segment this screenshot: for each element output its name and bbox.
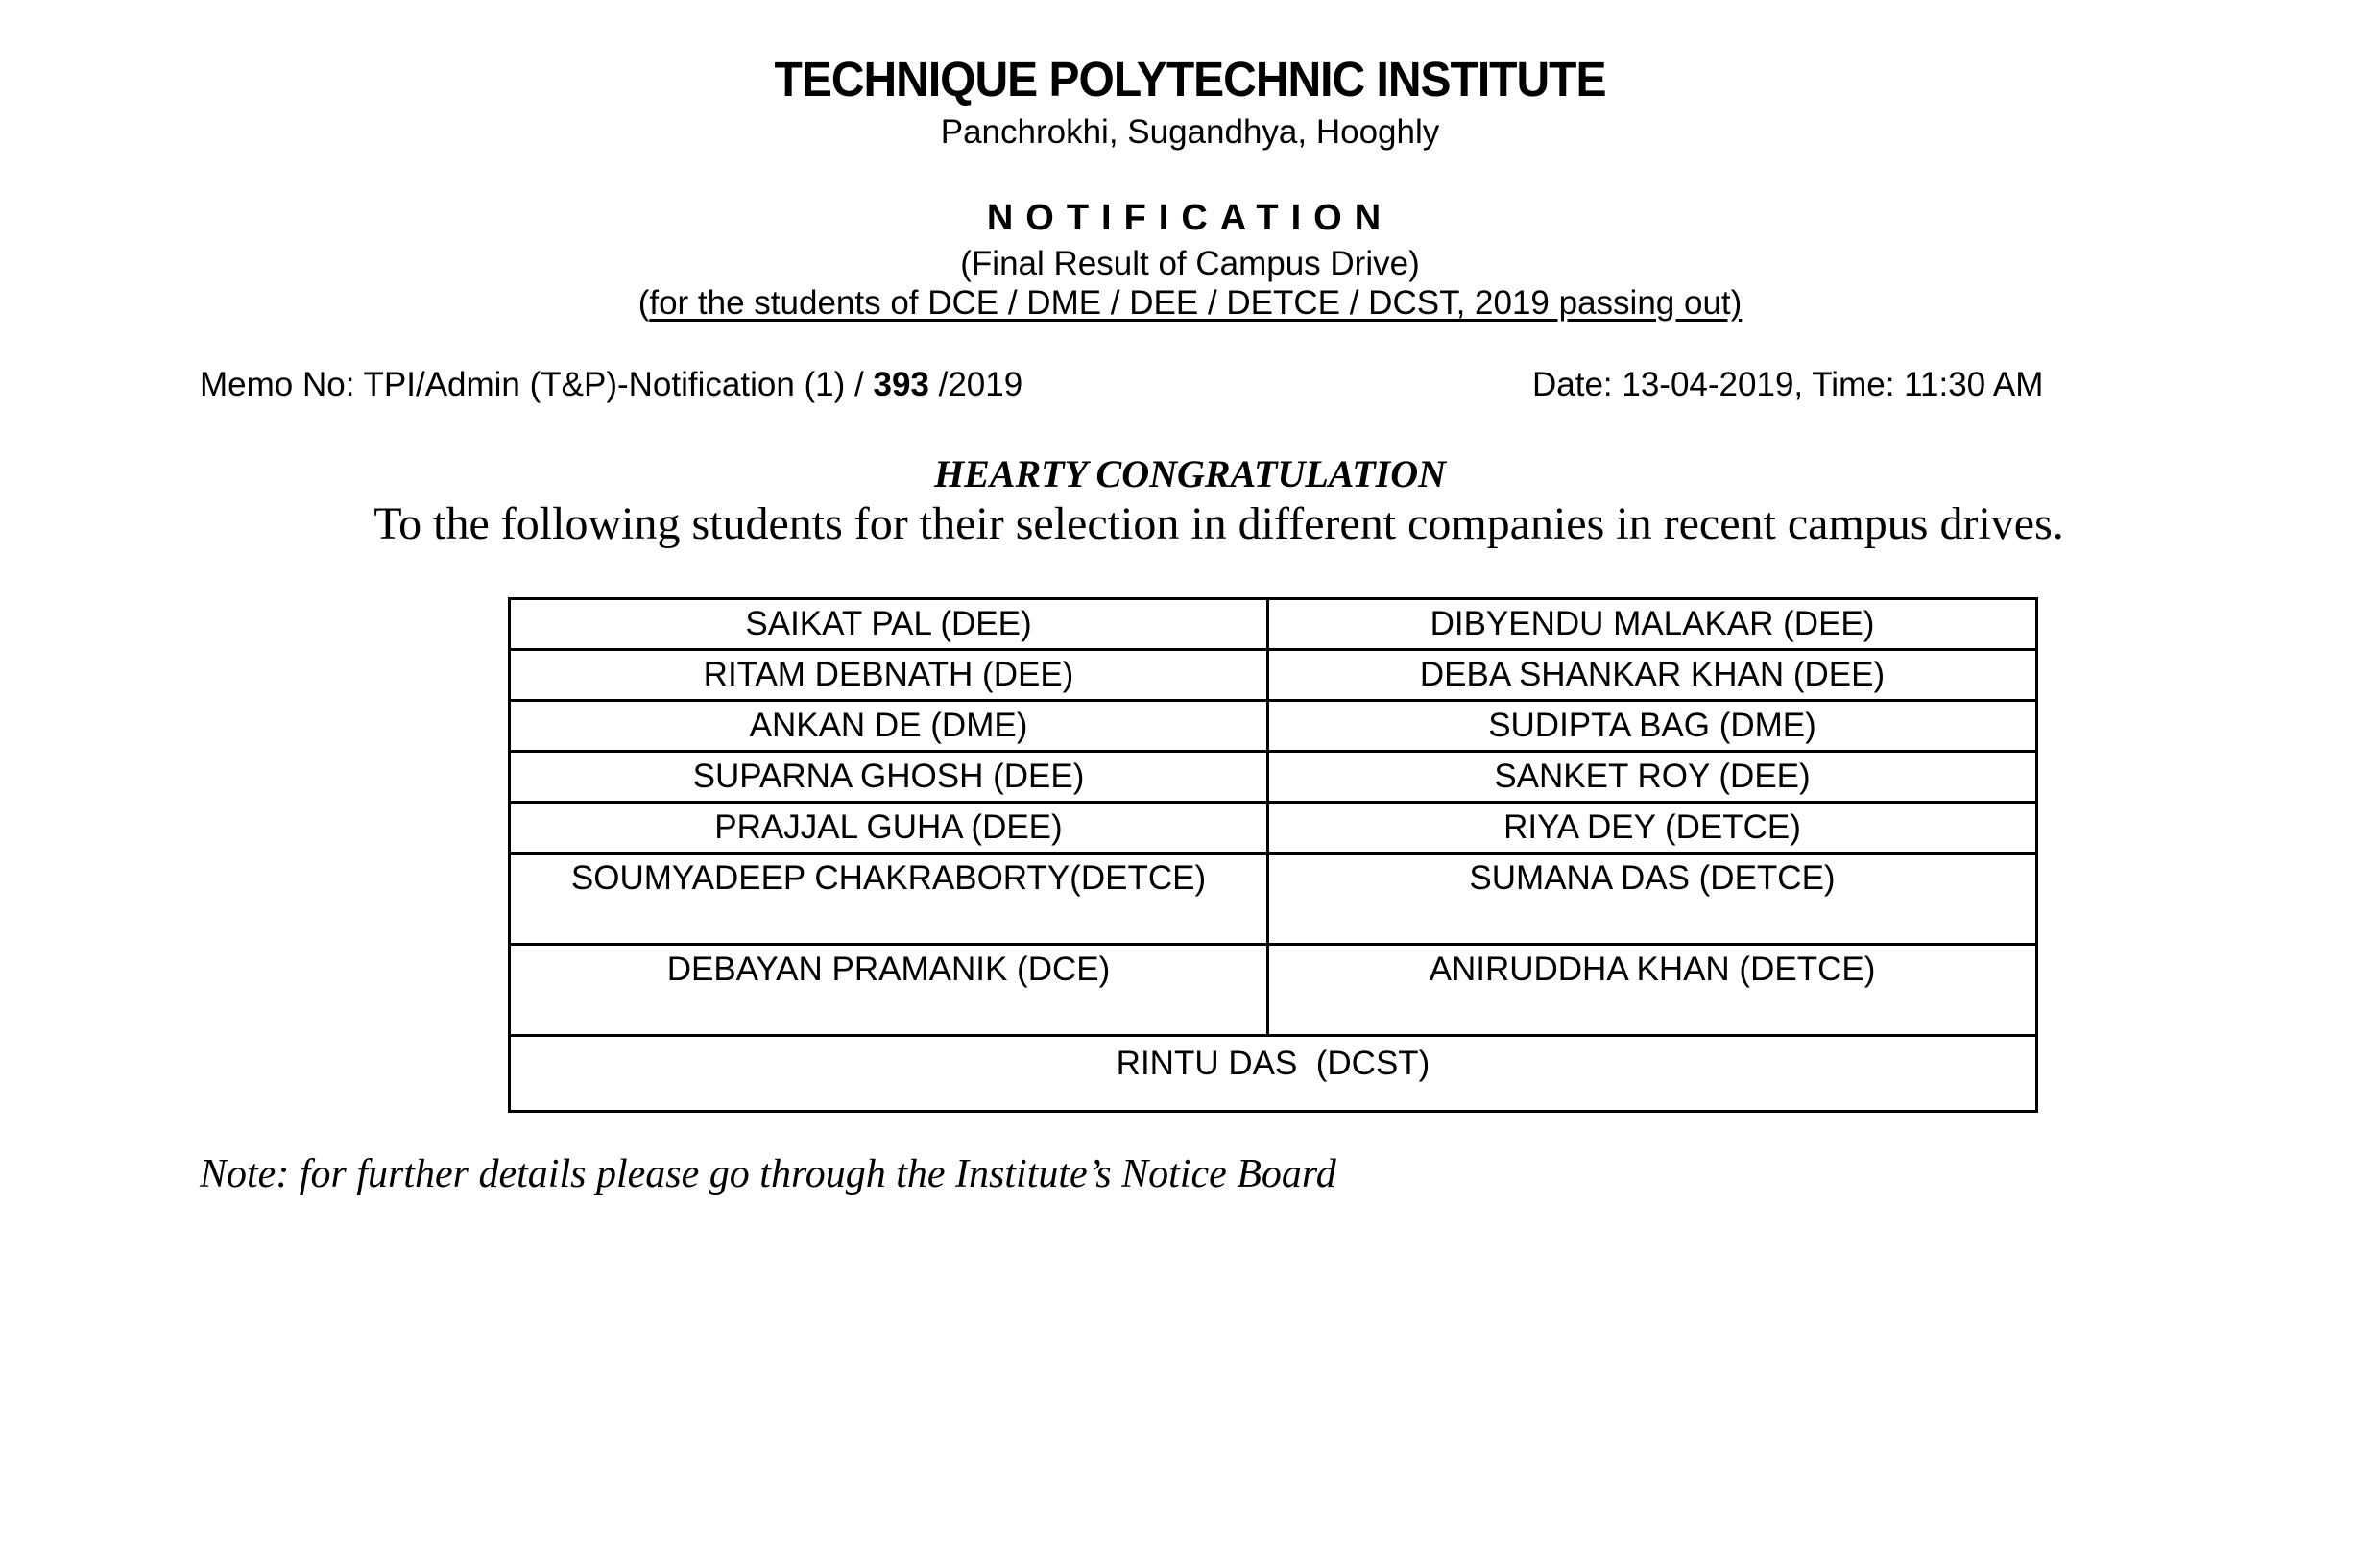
- table-row: [510, 945, 2037, 1036]
- table-row: [510, 752, 2037, 803]
- table-row: [510, 599, 2037, 650]
- audience-open-paren: (: [637, 284, 650, 322]
- student-cell: SANKET ROY (DEE): [1268, 752, 2037, 803]
- student-cell: SAIKAT PAL (DEE): [510, 599, 1268, 650]
- footer-note: Note: for further details please go through the Institute’s Notice Board: [200, 1152, 1336, 1196]
- table-row: [510, 1036, 2037, 1112]
- notification-subtitle: (Final Result of Campus Drive): [960, 245, 1420, 282]
- student-cell: PRAJJAL GUHA (DEE): [510, 803, 1268, 854]
- student-cell: ANIRUDDHA KHAN (DETCE): [1268, 945, 2037, 1036]
- institute-name: TECHNIQUE POLYTECHNIC INSTITUTE: [774, 53, 1606, 108]
- student-cell: RINTU DAS (DCST): [510, 1036, 2037, 1112]
- student-cell: SUPARNA GHOSH (DEE): [510, 752, 1268, 803]
- memo-serial: 393: [873, 366, 929, 403]
- memo-prefix: Memo No: TPI/Admin (T&P)-Notification (1) /: [200, 366, 874, 403]
- table-row: [510, 701, 2037, 752]
- table-row: [510, 803, 2037, 854]
- audience-text: for the students of DCE / DME / DEE / DETCE / DCST, 2019 passing out): [649, 284, 1743, 322]
- selected-students-table: [508, 597, 2038, 1113]
- student-cell: RIYA DEY (DETCE): [1268, 803, 2037, 854]
- memo-suffix: /2019: [928, 366, 1023, 403]
- student-cell: DEBAYAN PRAMANIK (DCE): [510, 945, 1268, 1036]
- student-cell: SUDIPTA BAG (DME): [1268, 701, 2037, 752]
- institute-address: Panchrokhi, Sugandhya, Hooghly: [940, 113, 1440, 151]
- memo-date-time: Date: 13-04-2019, Time: 11:30 AM: [1532, 366, 2044, 403]
- congratulation-heading: HEARTY CONGRATULATION: [933, 452, 1447, 495]
- student-cell: DIBYENDU MALAKAR (DEE): [1268, 599, 2037, 650]
- notification-title: NOTIFICATION: [986, 198, 1394, 238]
- student-cell: SOUMYADEEP CHAKRABORTY(DETCE): [510, 854, 1268, 945]
- student-cell: RITAM DEBNATH (DEE): [510, 650, 1268, 701]
- congratulation-intro: To the following students for their selection in different companies in recent campus drives.: [373, 498, 2064, 549]
- student-cell: DEBA SHANKAR KHAN (DEE): [1268, 650, 2037, 701]
- student-cell: SUMANA DAS (DETCE): [1268, 854, 2037, 945]
- table-row: [510, 854, 2037, 945]
- student-cell: ANKAN DE (DME): [510, 701, 1268, 752]
- notification-audience: [0, 284, 2380, 323]
- memo-number: [200, 366, 1022, 404]
- table-row: [510, 650, 2037, 701]
